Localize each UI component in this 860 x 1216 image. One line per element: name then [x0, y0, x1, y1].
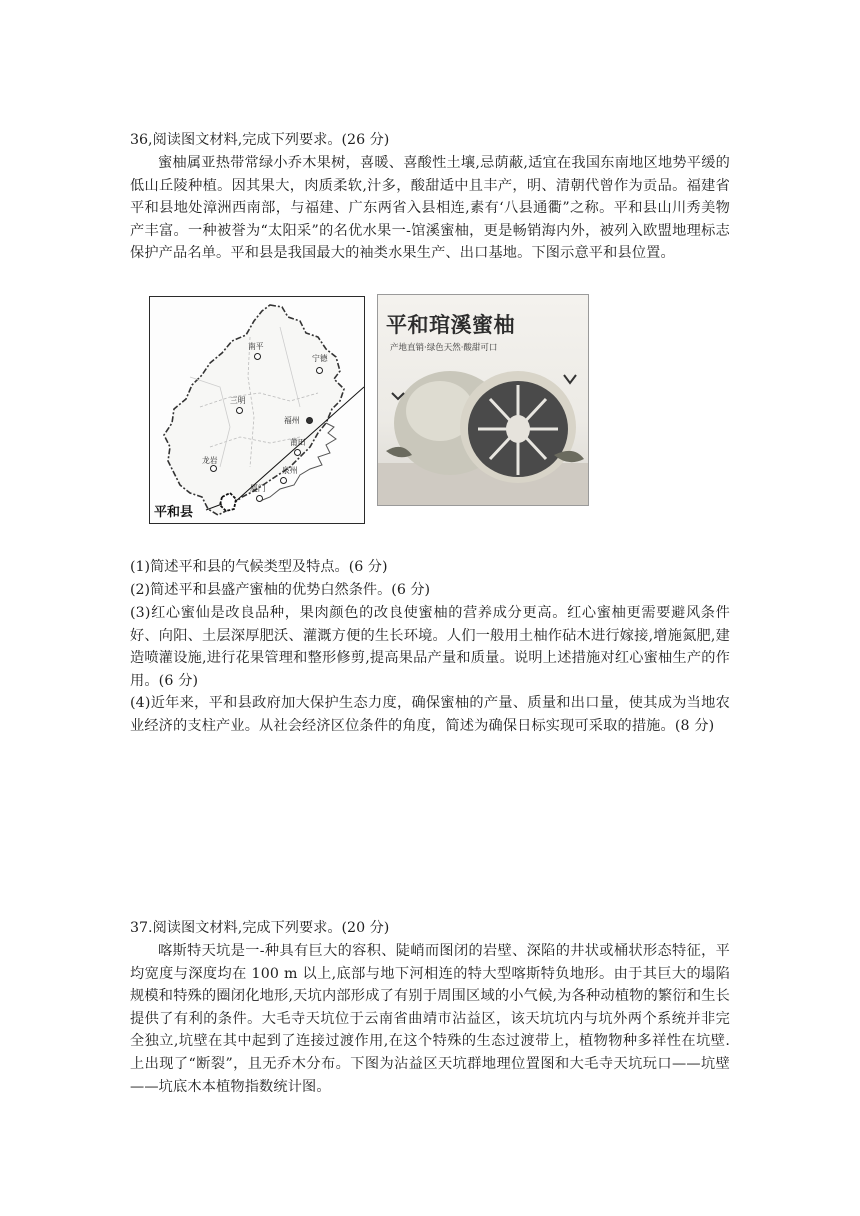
city-ningde: 宁德 — [312, 354, 328, 363]
nanping-dot — [254, 353, 261, 360]
q36-question-3: (3)红心蜜仙是改良品种，果肉颜色的改良使蜜柚的营养成分更高。红心蜜柚更需要避风条件好、向阳、土层深厚肥沃、灌溉方便的生长环境。人们一般用土柚作砧木进行嫁接,增施氮肥,建造喷灌设施,进行花果管理和整形修剪,提高果品产量和质量。说明上述措施对红心蜜柚生产的作用。(6 分) — [130, 605, 730, 689]
q36-question-1: (1)简述平和县的气候类型及特点。(6 分) — [130, 559, 388, 575]
q36-material: 蜜柚属亚热带常绿小乔木果树，喜暖、喜酸性土壤,忌荫蔽,适宜在我国东南地区地势平缓的低山丘陵种植。因其果大，肉质柔软,汁多，酸甜适中且丰产，明、清朝代曾作为贡品。福建省平和县地处漳洲西南部，与福建、广东两省入县相连,素有‘八县通衢”之称。平和县山川秀美物产丰富。一种被誉为“太阳采”的名优水果一-馆溪蜜柚，更是畅销海内外，被列入欧盟地理标志保护产品名单。平和县是我国最大的袖类水果生产、出口基地。下图示意平和县位置。 — [130, 155, 730, 262]
q36-question-4: (4)近年来，平和县政府加大保护生态力度，确保蜜柚的产量、质量和出口量，使其成为当地农业经济的支柱产业。从社会经济区位条件的角度，简述为确保日标实现可采取的措施。(8 分) — [130, 695, 730, 734]
city-sanming: 三明 — [230, 396, 246, 405]
sanming-dot — [236, 407, 243, 414]
pinghe-county-label: 平和县 — [154, 505, 194, 520]
photo-title: 平和琯溪蜜柚 — [386, 313, 515, 337]
city-nanping: 南平 — [248, 342, 264, 351]
longyan-dot — [210, 465, 217, 472]
fujian-map — [149, 296, 365, 524]
putian-dot — [294, 449, 301, 456]
q36-question-2: (2)简述平和县盛产蜜柚的优势白然条件。(6 分) — [130, 582, 431, 598]
xiamen-dot — [256, 495, 263, 502]
city-putian: 莆田 — [290, 438, 306, 447]
q37-heading: 37.阅读图文材料,完成下列要求。(20 分) — [130, 920, 390, 936]
ningde-dot — [316, 367, 323, 374]
pomelo-image — [378, 295, 588, 505]
pomelo-photo — [377, 294, 589, 506]
city-fuzhou: 福州 — [284, 416, 300, 425]
city-xiamen: 厦门 — [250, 484, 266, 493]
city-quanzhou: 泉州 — [282, 466, 298, 475]
q37-material: 喀斯特天坑是一-种具有巨大的容积、陡峭而图闭的岩壁、深陷的井状或桶状形态特征，平均宽度与深度均在 100 m 以上,底部与地下河相连的特大型喀斯特负地形。由于其巨大的塌陷规模和特殊的圈闭化地形,天坑内部形成了有别于周围区域的小气候,为各种动植物的繁衍和生长提供了有利的条件。大毛寺天坑位于云南省曲靖市沾益区，该天坑坑内与坑外两个系统并非完全独立,坑壁在其中起到了连接过渡作用,在这个特殊的生态过渡带上，植物物种多祥性在坑壁.上出现了“断裂”，且无乔木分布。下图为沾益区天坑群地理位置图和大毛寺天坑玩口——坑壁——坑底木本植物指数统计图。 — [130, 943, 730, 1095]
quanzhou-dot — [280, 477, 287, 484]
city-longyan: 龙岩 — [202, 456, 218, 465]
q36-heading: 36,阅读图文材料,完成下列要求。(26 分) — [130, 132, 390, 148]
photo-subtitle: 产地直销·绿色天然·酸甜可口 — [390, 343, 498, 353]
fuzhou-dot — [306, 417, 313, 424]
